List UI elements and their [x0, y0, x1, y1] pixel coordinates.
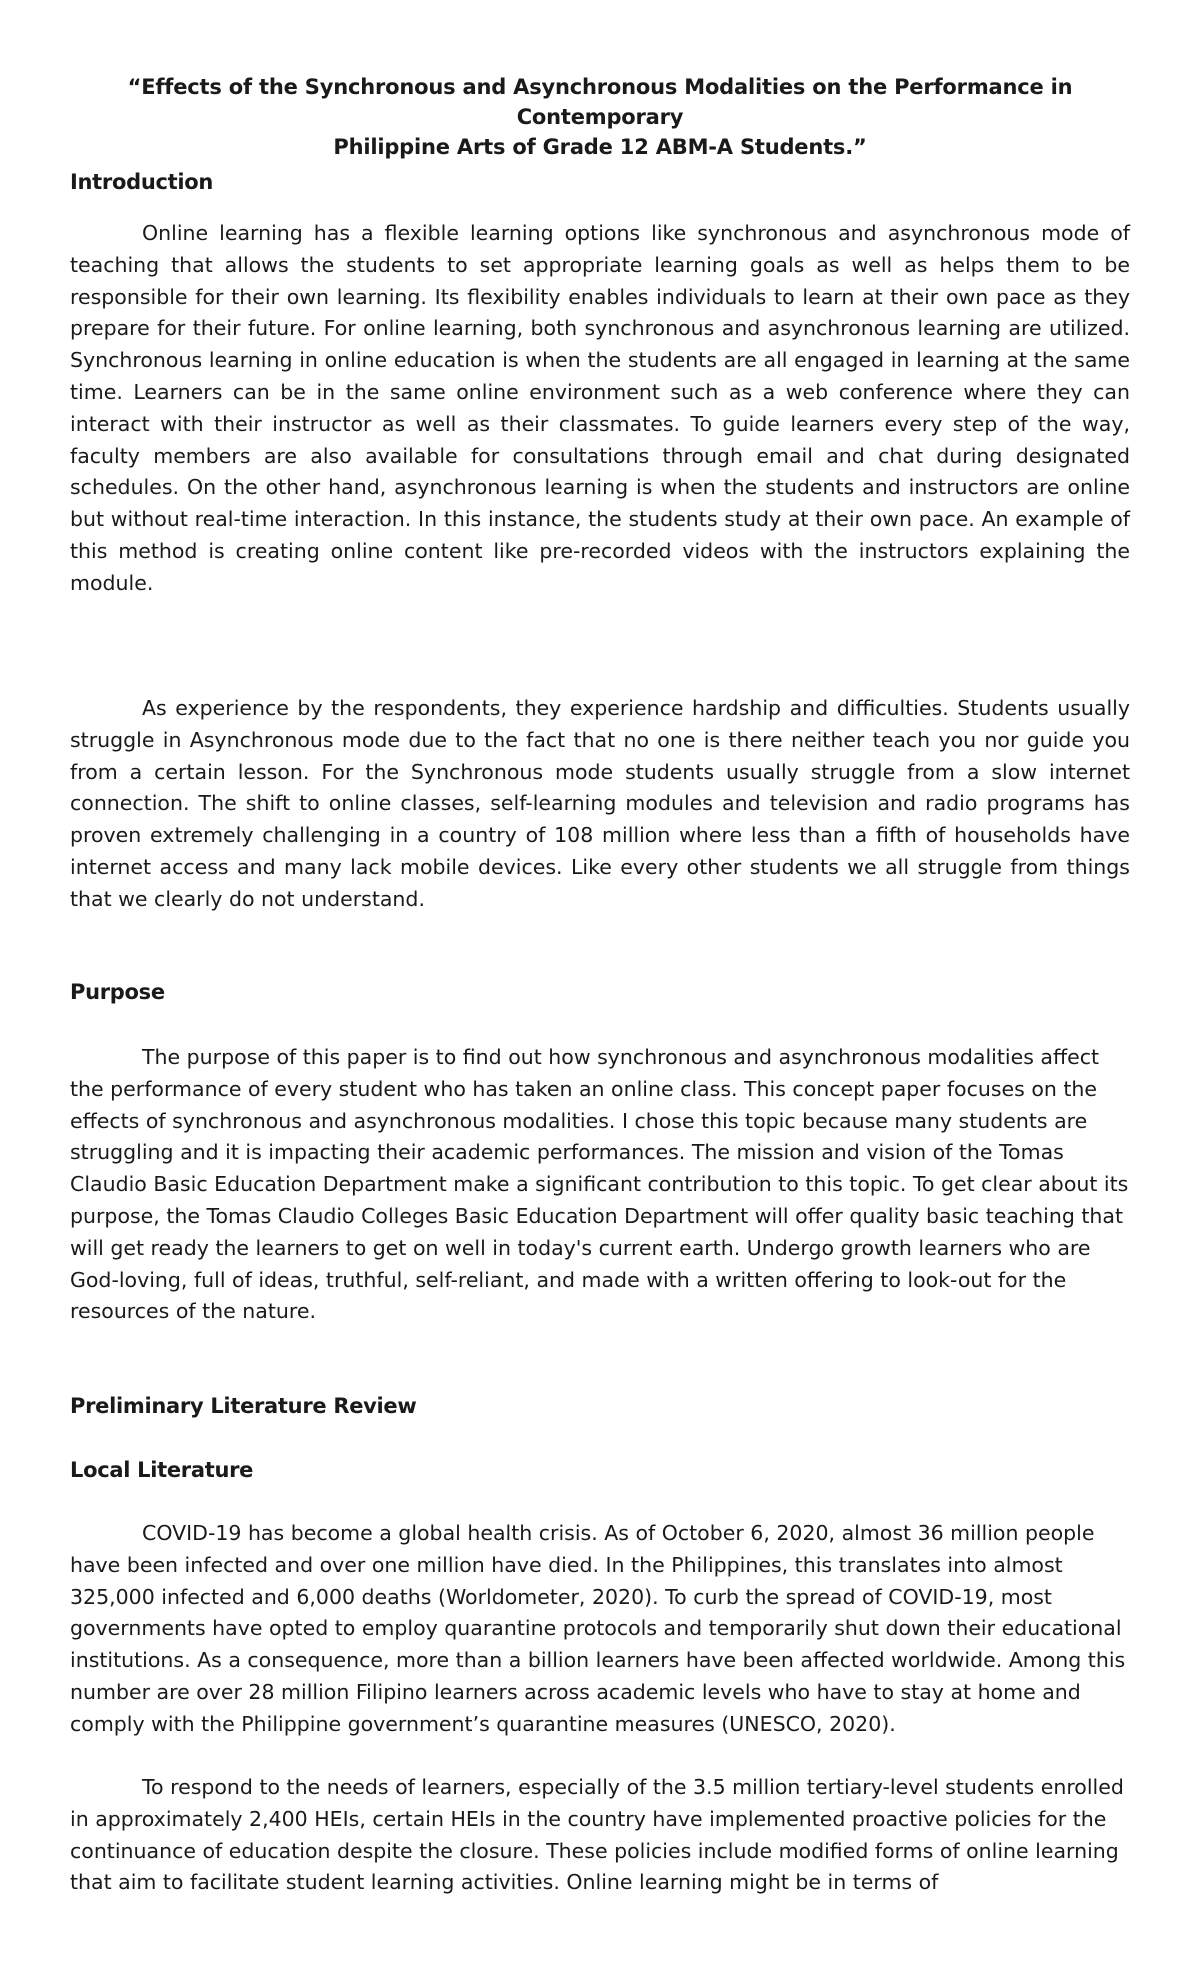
- purpose-heading: Purpose: [70, 980, 165, 1004]
- local-literature-subheading: Local Literature: [70, 1458, 254, 1482]
- title-line-1: “Effects of the Synchronous and Asynchronous Modalities on the Performance in Contemporary: [127, 75, 1073, 129]
- title-line-2: Philippine Arts of Grade 12 ABM-A Students.”: [333, 135, 867, 159]
- introduction-paragraph-1: Online learning has a flexible learning options like synchronous and asynchronous mode of teaching that allows the students to set appropriate learning goals as well as helps them to be responsible for their own learning. Its flexibility enables individuals to learn at their own pace as they prepare for their future. For online learning, both synchronous and asynchronous learning are utilized. Synchronous learning in online education is when the students are all engaged in learning at the same time. Learners can be in the same online environment such as a web conference where they can interact with their instructor as well as their classmates. To guide learners every step of the way, faculty members are also available for consultations through email and chat during designated schedules. On the other hand, asynchronous learning is when the students and instructors are online but without real-time interaction. In this instance, the students study at their own pace. An example of this method is creating online content like pre-recorded videos with the instructors explaining the module.: [70, 221, 1130, 595]
- introduction-paragraph-2: As experience by the respondents, they experience hardship and difficulties. Students usually struggle in Asynchronous mode due to the fact that no one is there neither teach you nor guide you from a certain lesson. For the Synchronous mode students usually struggle from a slow internet connection. The shift to online classes, self-learning modules and television and radio programs has proven extremely challenging in a country of 108 million where less than a fifth of households have internet access and many lack mobile devices. Like every other students we all struggle from things that we clearly do not understand.: [70, 696, 1130, 911]
- local-literature-paragraph-1: COVID-19 has become a global health crisis. As of October 6, 2020, almost 36 million people have been infected and over one million have died. In the Philippines, this translates into almost 325,000 infected and 6,000 deaths (Worldometer, 2020). To curb the spread of COVID-19, most governments have opted to employ quarantine protocols and temporarily shut down their educational institutions. As a consequence, more than a billion learners have been affected worldwide. Among this number are over 28 million Filipino learners across academic levels who have to stay at home and comply with the Philippine government’s quarantine measures (UNESCO, 2020).: [70, 1521, 1126, 1736]
- document-title: [70, 72, 1130, 162]
- introduction-heading: Introduction: [70, 170, 214, 194]
- literature-review-heading: Preliminary Literature Review: [70, 1394, 417, 1418]
- purpose-paragraph-1: The purpose of this paper is to find out how synchronous and asynchronous modalities affect the performance of every student who has taken an online class. This concept paper focuses on the effects of synchronous and asynchronous modalities. I chose this topic because many students are struggling and it is impacting their academic performances. The mission and vision of the Tomas Claudio Basic Education Department make a significant contribution to this topic. To get clear about its purpose, the Tomas Claudio Colleges Basic Education Department will offer quality basic teaching that will get ready the learners to get on well in today's current earth. Undergo growth learners who are God-loving, full of ideas, truthful, self-reliant, and made with a written offering to look-out for the resources of the nature.: [70, 1045, 1129, 1324]
- local-literature-paragraph-2: To respond to the needs of learners, especially of the 3.5 million tertiary-level students enrolled in approximately 2,400 HEIs, certain HEIs in the country have implemented proactive policies for the continuance of education despite the closure. These policies include modified forms of online learning that aim to facilitate student learning activities. Online learning might be in terms of: [70, 1775, 1124, 1895]
